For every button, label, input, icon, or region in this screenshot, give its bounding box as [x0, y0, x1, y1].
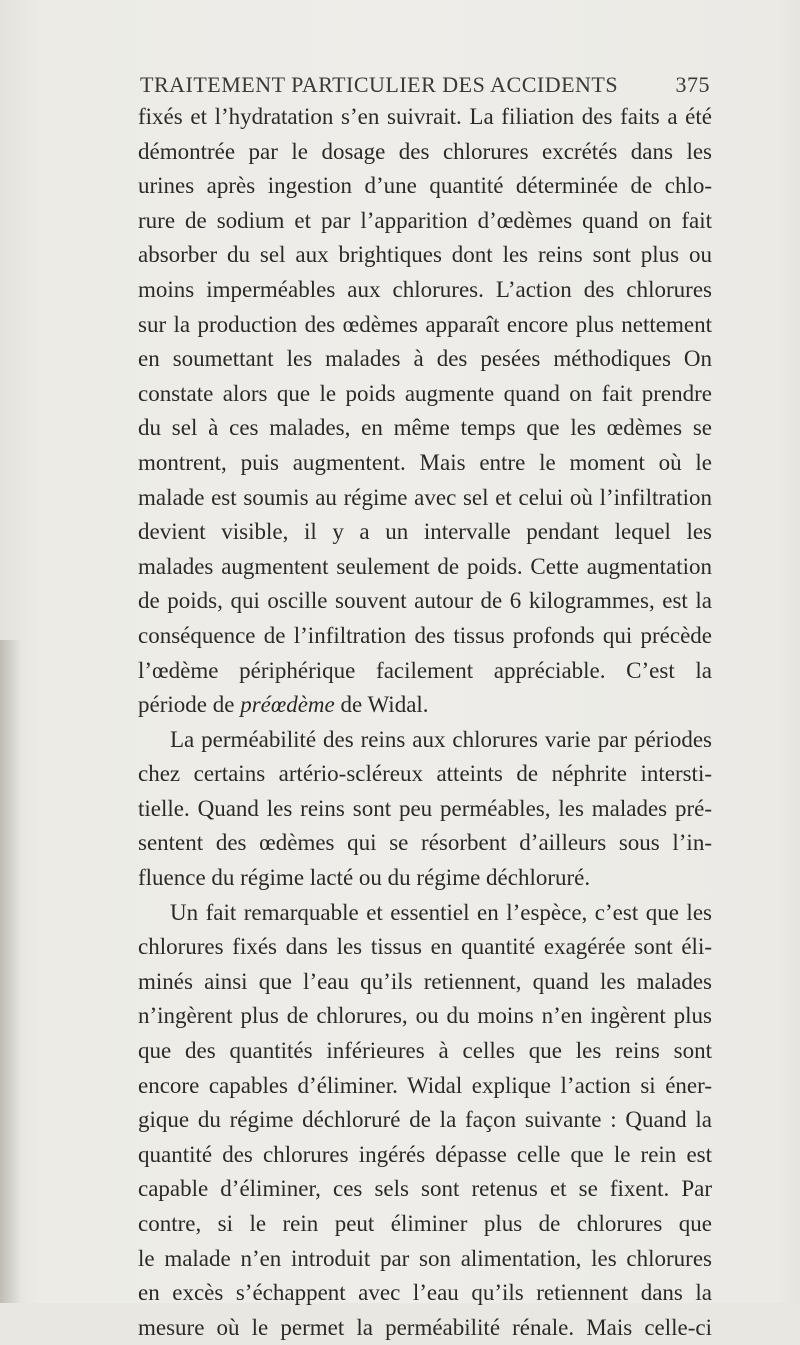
- text-span: période de: [138, 692, 241, 718]
- text-line: capable d’éliminer, ces sels sont retenus et se fixent. Par: [138, 1176, 712, 1202]
- text-line-preoedeme: [138, 688, 712, 723]
- text-line: du sel à ces malades, en même temps que les œdèmes se: [138, 415, 712, 441]
- text-line: absorber du sel aux brightiques dont les reins sont plus ou: [138, 242, 712, 268]
- text-line: malades augmentent seulement de poids. Cette augmentation: [138, 553, 712, 579]
- text-line: urines après ingestion d’une quantité déterminée de chlo-: [138, 173, 712, 199]
- text-line: moins imperméables aux chlorures. L’action des chlorures: [138, 276, 712, 302]
- text-line: n’ingèrent plus de chlorures, ou du moins n’en ingèrent plus: [138, 1003, 712, 1029]
- text-line: que des quantités inférieures à celles que les reins sont: [138, 1038, 712, 1064]
- text-line: quantité des chlorures ingérés dépasse celle que le rein est: [138, 1141, 712, 1167]
- text-line: fluence du régime lacté ou du régime déchloruré.: [138, 865, 591, 891]
- running-head-title: TRAITEMENT PARTICULIER DES ACCIDENTS: [140, 72, 619, 97]
- text-line: tielle. Quand les reins sont peu perméables, les malades pré-: [138, 795, 712, 821]
- text-line: encore capables d’éliminer. Widal explique l’action si éner-: [138, 1072, 712, 1098]
- text-line: contre, si le rein peut éliminer plus de chlorures que: [138, 1211, 712, 1236]
- text-line: de poids, qui oscille souvent autour de 6 kilogrammes, est la: [138, 588, 712, 614]
- page-number: 375: [675, 72, 710, 97]
- text-line: malade est soumis au régime avec sel et celui où l’infiltration: [138, 484, 712, 510]
- text-line: mesure où le permet la perméabilité rénale. Mais celle-ci: [138, 1314, 712, 1340]
- text-line: démontrée par le dosage des chlorures excrétés dans les: [138, 138, 712, 164]
- paragraph-start-line: La perméabilité des reins aux chlorures varie par périodes: [170, 726, 712, 752]
- text-line: fixés et l’hydratation s’en suivrait. La filiation des faits a été: [138, 104, 712, 129]
- text-line: gique du régime déchloruré de la façon suivante : Quand la: [138, 1107, 712, 1133]
- text-line: devient visible, il y a un intervalle pendant lequel les: [138, 519, 712, 545]
- text-line: en soumettant les malades à des pesées méthodiques On: [138, 346, 712, 372]
- text-line: minés ainsi que l’eau qu’ils retiennent, quand les malades: [138, 968, 712, 994]
- text-line: constate alors que le poids augmente quand on fait prendre: [138, 380, 712, 406]
- text-line: l’œdème périphérique facilement appréciable. C’est la: [138, 657, 712, 683]
- paragraph-start-line: Un fait remarquable et essentiel en l’espèce, c’est que les: [170, 899, 712, 925]
- text-line: chez certains artério-scléreux atteints de néphrite intersti-: [138, 761, 712, 787]
- text-span: de Widal.: [334, 692, 429, 718]
- text-line: sur la production des œdèmes apparaît encore plus nettement: [138, 311, 712, 337]
- body-text: [138, 100, 712, 1345]
- text-line: le malade n’en introduit par son alimentation, les chlorures: [138, 1245, 712, 1271]
- text-line: rure de sodium et par l’apparition d’œdèmes quand on fait: [138, 207, 712, 233]
- text-line: en excès s’échappent avec l’eau qu’ils retiennent dans la: [138, 1280, 712, 1306]
- text-line: conséquence de l’infiltration des tissus profonds qui précède: [138, 622, 712, 648]
- binding-shadow: [0, 640, 22, 1303]
- italic-term: préœdème: [240, 692, 335, 718]
- text-line: montrent, puis augmentent. Mais entre le moment où le: [138, 449, 712, 475]
- text-line: sentent des œdèmes qui se résorbent d’ailleurs sous l’in-: [138, 830, 712, 856]
- text-line: chlorures fixés dans les tissus en quantité exagérée sont éli-: [138, 934, 712, 960]
